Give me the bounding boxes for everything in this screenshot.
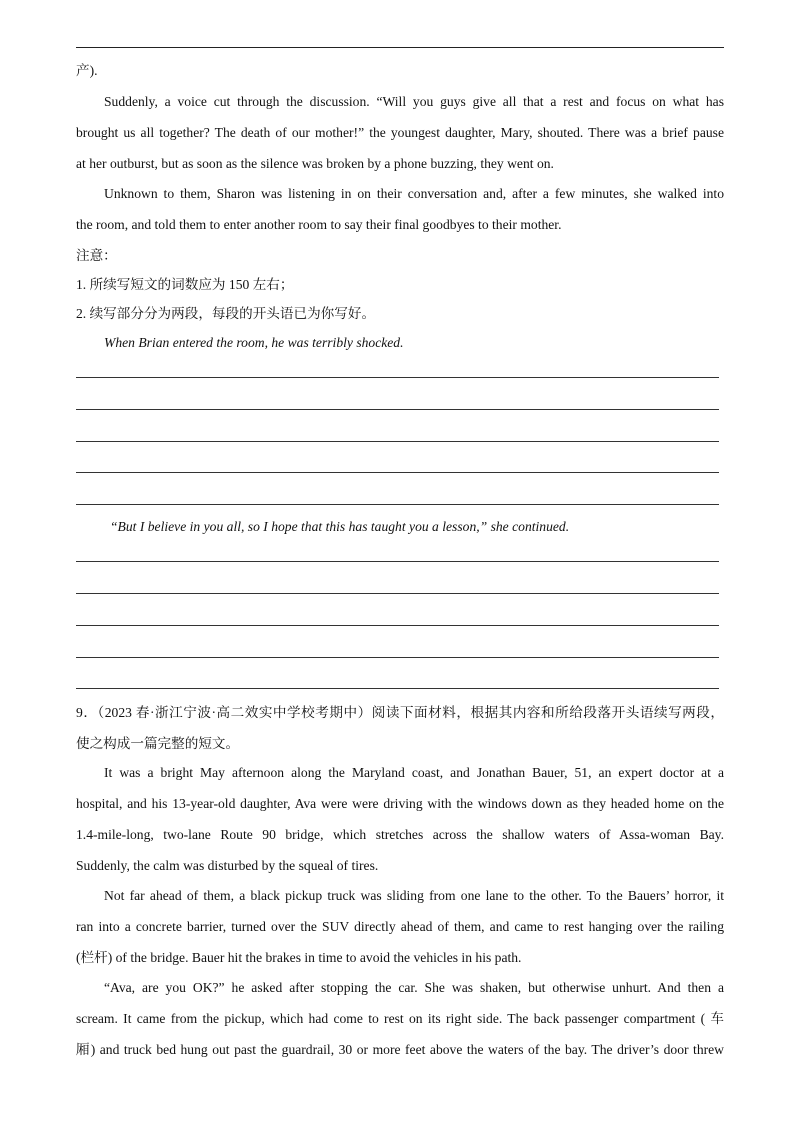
passage-line: It was a bright May afternoon along the Maryland coast, and Jonathan Bauer, 51, an expert doctor at a xyxy=(104,765,724,780)
writing-line[interactable] xyxy=(76,441,719,442)
passage-line: scream. It came from the pickup, which had come to rest on its right side. The back passenger compartment ( 车 xyxy=(76,1011,724,1026)
passage-line: (栏杆) of the bridge. Bauer hit the brakes in time to avoid the vehicles in his path. xyxy=(76,950,522,965)
writing-line[interactable] xyxy=(76,625,719,626)
notes-item: 1. 所续写短文的词数应为 150 左右； xyxy=(76,277,294,292)
passage-line: “Ava, are you OK?” he asked after stopping the car. She was shaken, but otherwise unhurt. And then a xyxy=(104,980,724,995)
paragraph-prompt-2: “But I believe in you all, so I hope that this has taught you a lesson,” she continued. xyxy=(110,519,570,534)
writing-line[interactable] xyxy=(76,593,719,594)
writing-line[interactable] xyxy=(76,472,719,473)
writing-line[interactable] xyxy=(76,504,719,505)
writing-line[interactable] xyxy=(76,561,719,562)
passage-line: at her outburst, but as soon as the silence was broken by a phone buzzing, they went on. xyxy=(76,156,554,171)
passage-line: 厢) and truck bed hung out past the guardrail, 30 or more feet above the waters of the bay. The driver’s door threw xyxy=(76,1042,724,1057)
writing-line[interactable] xyxy=(76,657,719,658)
writing-line[interactable] xyxy=(76,688,719,689)
notes-heading: 注意： xyxy=(76,248,117,263)
paragraph-prompt-1: When Brian entered the room, he was terribly shocked. xyxy=(104,335,404,350)
question-9-title: 9．（2023 春·浙江宁波·高二效实中学校考期中）阅读下面材料，根据其内容和所给段落开头语续写两段， xyxy=(76,705,724,720)
passage-line: Suddenly, a voice cut through the discussion. “Will you guys give all that a rest and focus on what has xyxy=(104,94,724,109)
passage-line: 1.4-mile-long, two-lane Route 90 bridge, which stretches across the shallow waters of Assa-woman Bay. xyxy=(76,827,724,842)
passage-line: brought us all together? The death of our mother!” the youngest daughter, Mary, shouted. There was a brief pause xyxy=(76,125,724,140)
passage-line: hospital, and his 13-year-old daughter, Ava were were driving with the windows down as they headed home on the xyxy=(76,796,724,811)
notes-item: 2. 续写部分分为两段，每段的开头语已为你写好。 xyxy=(76,306,376,321)
passage-line: ran into a concrete barrier, turned over the SUV directly ahead of them, and came to rest hanging over the railing xyxy=(76,919,724,934)
writing-line[interactable] xyxy=(76,409,719,410)
passage-line: Not far ahead of them, a black pickup truck was sliding from one lane to the other. To the Bauers’ horror, it xyxy=(104,888,724,903)
passage-line: Suddenly, the calm was disturbed by the squeal of tires. xyxy=(76,858,379,873)
writing-line[interactable] xyxy=(76,377,719,378)
passage-line: 产). xyxy=(76,63,98,78)
passage-line: the room, and told them to enter another room to say their final goodbyes to their mother. xyxy=(76,217,562,232)
passage-line: Unknown to them, Sharon was listening in on their conversation and, after a few minutes, she walked into xyxy=(104,186,724,201)
question-9-title: 使之构成一篇完整的短文。 xyxy=(76,736,240,751)
header-rule xyxy=(76,47,724,48)
